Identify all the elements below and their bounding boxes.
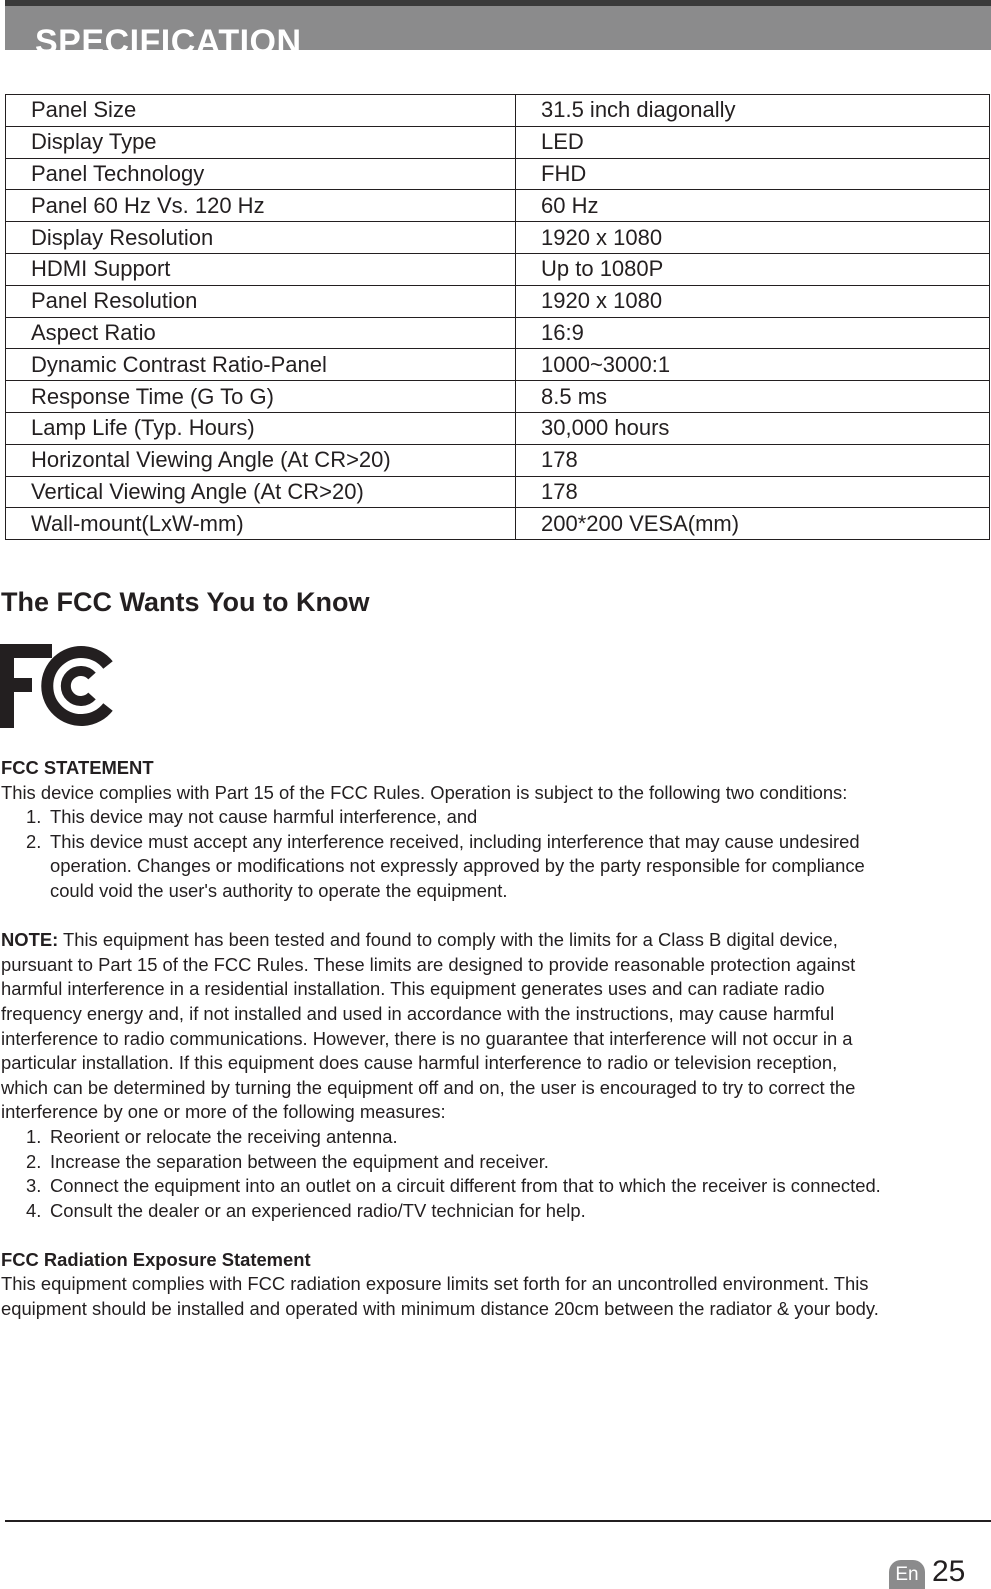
list-item-text: Increase the separation between the equipment and receiver. bbox=[50, 1150, 549, 1172]
table-row bbox=[6, 190, 990, 222]
spec-value: 1000~3000:1 bbox=[516, 349, 990, 381]
fcc-logo bbox=[0, 644, 118, 728]
spec-label: Dynamic Contrast Ratio-Panel bbox=[6, 349, 516, 381]
list-item bbox=[1, 1174, 989, 1199]
table-row bbox=[6, 412, 990, 444]
list-item bbox=[1, 805, 989, 830]
list-number: 1. bbox=[26, 806, 42, 828]
spec-value: LED bbox=[516, 126, 990, 158]
spec-label: Lamp Life (Typ. Hours) bbox=[6, 412, 516, 444]
list-item bbox=[1, 1150, 989, 1175]
list-item-text: Consult the dealer or an experienced radio/TV technician for help. bbox=[50, 1199, 586, 1221]
radiation-line: equipment should be installed and operated with minimum distance 20cm between the radiator & your body. bbox=[1, 1298, 879, 1320]
spec-label: Panel Size bbox=[6, 95, 516, 127]
note-paragraph bbox=[1, 928, 989, 1125]
list-item-text: Reorient or relocate the receiving antenna. bbox=[50, 1125, 398, 1147]
list-item-text: Connect the equipment into an outlet on a circuit different from that to which the receiver is connected. bbox=[50, 1175, 881, 1197]
spec-label: Horizontal Viewing Angle (At CR>20) bbox=[6, 444, 516, 476]
table-row bbox=[6, 222, 990, 254]
page-number: 25 bbox=[932, 1555, 966, 1588]
specification-table bbox=[5, 94, 990, 540]
spec-value: 16:9 bbox=[516, 317, 990, 349]
spec-value: 200*200 VESA(mm) bbox=[516, 508, 990, 540]
list-item-line: This device must accept any interference received, including interference that may cause undesired bbox=[50, 830, 860, 852]
table-row bbox=[6, 95, 990, 127]
radiation-paragraph bbox=[1, 1272, 989, 1321]
table-row bbox=[6, 508, 990, 540]
list-number: 4. bbox=[26, 1199, 42, 1221]
spec-value: 31.5 inch diagonally bbox=[516, 95, 990, 127]
spec-label: Panel Resolution bbox=[6, 285, 516, 317]
list-number: 2. bbox=[26, 830, 42, 852]
list-number: 1. bbox=[26, 1125, 42, 1147]
spec-value: 30,000 hours bbox=[516, 412, 990, 444]
spec-label: HDMI Support bbox=[6, 253, 516, 285]
spec-label: Wall-mount(LxW-mm) bbox=[6, 508, 516, 540]
list-item bbox=[1, 830, 989, 904]
fcc-statement-heading: FCC STATEMENT bbox=[1, 757, 154, 778]
language-badge: En bbox=[889, 1560, 925, 1589]
table-row bbox=[6, 317, 990, 349]
note-label: NOTE: bbox=[1, 929, 59, 951]
note-line: interference by one or more of the following measures: bbox=[1, 1101, 446, 1123]
note-line: frequency energy and, if not installed and used in accordance with the instructions, may cause harmful bbox=[1, 1002, 835, 1024]
spec-label: Display Resolution bbox=[6, 222, 516, 254]
table-row bbox=[6, 349, 990, 381]
list-number: 2. bbox=[26, 1150, 42, 1172]
page-title: SPECIFICATION bbox=[35, 23, 302, 61]
spec-value: 1920 x 1080 bbox=[516, 222, 990, 254]
footer-divider bbox=[5, 1520, 991, 1522]
table-row bbox=[6, 126, 990, 158]
statement-conditions-list bbox=[1, 805, 989, 903]
note-line: which can be determined by turning the equipment off and on, the user is encouraged to try to correct the bbox=[1, 1076, 856, 1098]
table-row bbox=[6, 253, 990, 285]
note-line: This equipment has been tested and found to comply with the limits for a Class B digital device, bbox=[63, 929, 838, 951]
list-item-line: This device may not cause harmful interference, and bbox=[50, 806, 478, 828]
radiation-line: This equipment complies with FCC radiation exposure limits set forth for an uncontrolled environment. This bbox=[1, 1273, 869, 1295]
table-row bbox=[6, 285, 990, 317]
measures-list bbox=[1, 1125, 989, 1223]
spec-label: Aspect Ratio bbox=[6, 317, 516, 349]
list-number: 3. bbox=[26, 1175, 42, 1197]
note-line: harmful interference in a residential installation. This equipment generates uses and can radiate radio bbox=[1, 978, 825, 1000]
header-bar bbox=[5, 0, 991, 61]
note-line: pursuant to Part 15 of the FCC Rules. These limits are designed to provide reasonable protection against bbox=[1, 953, 856, 975]
spec-label: Panel 60 Hz Vs. 120 Hz bbox=[6, 190, 516, 222]
list-item-line: operation. Changes or modifications not expressly approved by the party responsible for compliance bbox=[50, 855, 865, 877]
table-row bbox=[6, 444, 990, 476]
spec-value: 1920 x 1080 bbox=[516, 285, 990, 317]
spec-value: 178 bbox=[516, 476, 990, 508]
spec-label: Response Time (G To G) bbox=[6, 381, 516, 413]
list-item bbox=[1, 1125, 989, 1150]
fcc-content bbox=[1, 756, 989, 1322]
radiation-heading: FCC Radiation Exposure Statement bbox=[1, 1248, 311, 1270]
table-row bbox=[6, 381, 990, 413]
table-row bbox=[6, 158, 990, 190]
list-item-line: could void the user's authority to operate the equipment. bbox=[50, 879, 508, 901]
spec-label: Vertical Viewing Angle (At CR>20) bbox=[6, 476, 516, 508]
table-row bbox=[6, 476, 990, 508]
spec-label: Panel Technology bbox=[6, 158, 516, 190]
spec-value: 60 Hz bbox=[516, 190, 990, 222]
spec-value: 178 bbox=[516, 444, 990, 476]
list-item bbox=[1, 1199, 989, 1224]
spec-value: Up to 1080P bbox=[516, 253, 990, 285]
fcc-heading: The FCC Wants You to Know bbox=[1, 587, 370, 617]
spec-value: 8.5 ms bbox=[516, 381, 990, 413]
spec-label: Display Type bbox=[6, 126, 516, 158]
note-line: interference to radio communications. However, there is no guarantee that interference will not occur in a bbox=[1, 1027, 853, 1049]
note-line: particular installation. If this equipment does cause harmful interference to radio or television reception, bbox=[1, 1052, 838, 1074]
spec-value: FHD bbox=[516, 158, 990, 190]
fcc-statement-intro: This device complies with Part 15 of the FCC Rules. Operation is subject to the following two conditions: bbox=[1, 781, 848, 803]
